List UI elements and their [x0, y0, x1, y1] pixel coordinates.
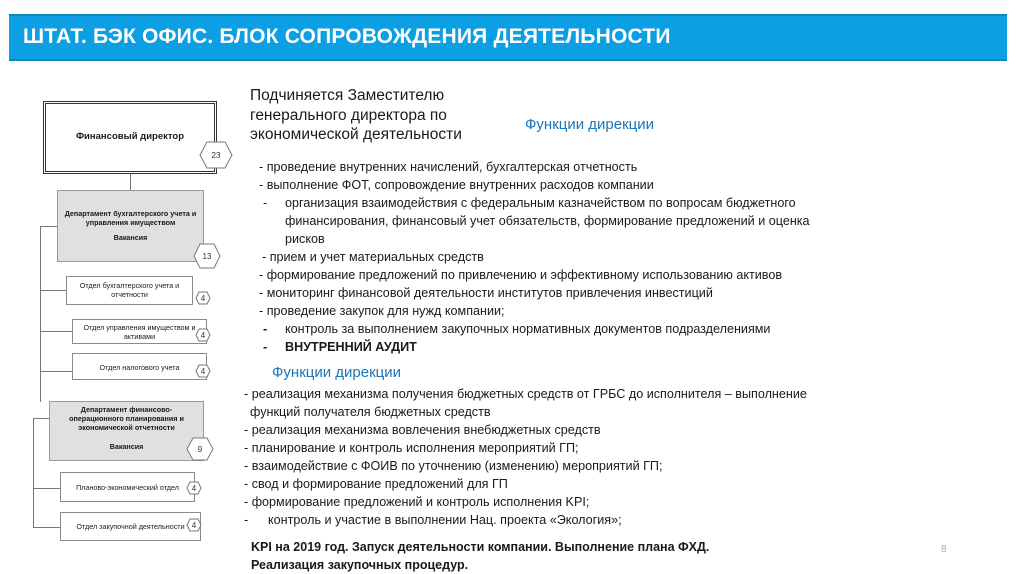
- subordination-line: экономической деятельности: [250, 126, 462, 143]
- function-item: - планирование и контроль исполнения мероприятий ГП;: [244, 441, 579, 455]
- dept2-count: 9: [197, 444, 203, 454]
- unit-procurement-count: 4: [191, 520, 197, 530]
- subordination-text: [250, 86, 462, 145]
- function-item: финансирования, финансовый учет обязательств, формирование предложений и оценка: [285, 214, 810, 228]
- function-item: - выполнение ФОТ, сопровождение внутренних расходов компании: [259, 178, 654, 192]
- dept2-vacancy: Вакансия: [109, 442, 144, 451]
- function-item: - мониторинг финансовой деятельности институтов привлечения инвестиций: [259, 286, 713, 300]
- unit-planning-count: 4: [191, 483, 197, 493]
- unit-tax-count: 4: [200, 366, 206, 376]
- page-number: 8: [941, 544, 947, 555]
- functions-title-2: Функции дирекции: [272, 364, 401, 381]
- unit-tax-box: [72, 353, 207, 380]
- unit-accounting-count: 4: [200, 293, 206, 303]
- unit-planning-label: Планово-экономический отдел: [76, 483, 179, 492]
- unit-property-count: 4: [200, 330, 206, 340]
- dept2-count-badge: [186, 437, 214, 461]
- unit-procurement-count-badge: [186, 518, 202, 532]
- unit-property-label: Отдел управления имуществом и активами: [83, 323, 196, 341]
- connector-dept1-dept2: [40, 372, 41, 402]
- connector-unit1: [40, 290, 66, 291]
- dept1-label: Департамент бухгалтерского учета и управления имуществом: [64, 209, 197, 227]
- connector-dept2-vertical: [33, 418, 34, 528]
- unit-planning-count-badge: [186, 481, 202, 495]
- unit-tax-label: Отдел налогового учета: [99, 363, 180, 372]
- connector-unit5: [33, 527, 60, 528]
- cfo-count-badge: [199, 141, 233, 169]
- function-item: - проведение закупок для нужд компании;: [259, 304, 505, 318]
- cfo-label: Финансовый директор: [75, 131, 185, 142]
- dept2-box: [49, 401, 204, 461]
- unit-property-box: [72, 319, 207, 344]
- slide-header: [9, 14, 1007, 61]
- unit-accounting-label: Отдел бухгалтерского учета и отчетности: [79, 281, 180, 299]
- kpi-line: Реализация закупочных процедур.: [251, 558, 469, 572]
- function-item: - прием и учет материальных средств: [262, 250, 484, 264]
- connector-dept2-top: [33, 418, 49, 419]
- function-item: - формирование предложений и контроль исполнения KPI;: [244, 495, 590, 509]
- connector-unit3: [40, 371, 72, 372]
- dept1-count-badge: [193, 243, 221, 269]
- function-item-audit: ВНУТРЕННИЙ АУДИТ: [285, 340, 417, 354]
- cfo-box: [43, 101, 217, 174]
- function-item: - взаимодействие с ФОИВ по уточнению (изменению) мероприятий ГП;: [244, 459, 663, 473]
- function-item: контроль за выполнением закупочных нормативных документов подразделениями: [285, 322, 771, 336]
- function-bullet: -: [263, 322, 268, 336]
- function-item: организация взаимодействия с федеральным казначейством по вопросам бюджетного: [285, 196, 796, 210]
- dept2-label: Департамент финансово-операционного планирования и экономической отчетности: [69, 405, 184, 432]
- cfo-count: 23: [211, 150, 221, 160]
- unit-procurement-label: Отдел закупочной деятельности: [76, 522, 185, 531]
- subordination-line: Подчиняется Заместителю: [250, 87, 445, 104]
- slide-title: ШТАТ. БЭК ОФИС. БЛОК СОПРОВОЖДЕНИЯ ДЕЯТЕЛЬНОСТИ: [23, 25, 671, 48]
- dept1-box: [57, 190, 204, 262]
- function-item: контроль и участие в выполнении Нац. проекта «Экология»;: [268, 513, 622, 527]
- function-item: - реализация механизма получения бюджетных средств от ГРБС до исполнителя – выполнение: [244, 387, 807, 401]
- function-bullet: -: [263, 340, 268, 354]
- connector-unit2: [40, 331, 72, 332]
- function-item: - свод и формирование предложений для ГП: [244, 477, 508, 491]
- unit-accounting-box: [66, 276, 193, 305]
- connector-dept1-vertical: [40, 226, 41, 372]
- unit-tax-count-badge: [195, 364, 211, 378]
- connector-unit4: [33, 488, 60, 489]
- function-item: функций получателя бюджетных средств: [250, 405, 491, 419]
- kpi-line: KPI на 2019 год. Запуск деятельности компании. Выполнение плана ФХД.: [251, 540, 710, 554]
- kpi-text: [251, 538, 709, 574]
- unit-property-count-badge: [195, 328, 211, 342]
- dept1-vacancy: Вакансия: [113, 233, 148, 242]
- unit-procurement-box: [60, 512, 201, 541]
- connector-dept1-top: [40, 226, 57, 227]
- function-bullet: -: [244, 513, 249, 527]
- unit-accounting-count-badge: [195, 291, 211, 305]
- unit-planning-box: [60, 472, 195, 502]
- function-item: - проведение внутренних начислений, бухгалтерская отчетность: [259, 160, 638, 174]
- functions-title-1: Функции дирекции: [525, 116, 654, 133]
- function-item: - реализация механизма вовлечения внебюджетных средств: [244, 423, 601, 437]
- connector-cfo-vertical: [130, 174, 131, 190]
- subordination-line: генерального директора по: [250, 106, 447, 124]
- function-item: рисков: [285, 232, 325, 246]
- dept1-count: 13: [202, 251, 212, 261]
- function-item: - формирование предложений по привлечению и эффективному использованию активов: [259, 268, 783, 282]
- function-bullet: -: [263, 196, 268, 210]
